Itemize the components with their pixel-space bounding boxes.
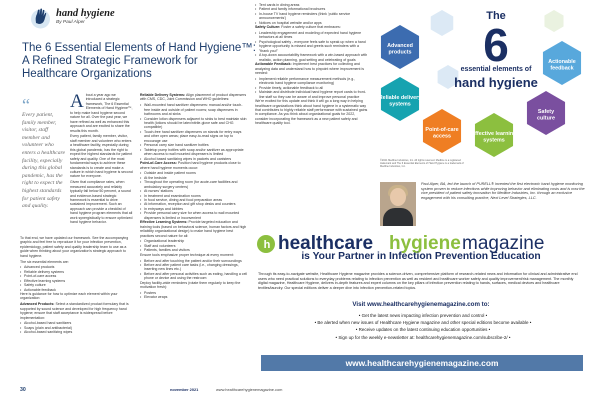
logo-hygiene: hygiene xyxy=(389,233,461,254)
list-item: • In-house TV hand hygiene reminders (think 'public service announcements') xyxy=(255,12,368,21)
moments-list xyxy=(140,259,248,281)
article-title-line2: A Refined Strategic Framework for xyxy=(22,55,198,68)
logo-healthcare: healthcare xyxy=(278,233,374,254)
learning-systems-paragraph: Effective Learning Systems: Provide targeted education and training tools (based on behavioral science, human factors and high reliability organizational design) to make hand hygiene best practices second nature for all: xyxy=(140,220,247,238)
ad-benefits-list xyxy=(262,312,584,341)
point-of-care-list xyxy=(140,171,248,220)
list-item: • Before and after patient care tasks (i.e., changing dressings, inserting new lines etc.) xyxy=(140,263,248,272)
ad-visit-heading: Visit www.healthcarehygienemagazine.com to: xyxy=(352,301,490,308)
author-photo xyxy=(380,182,416,226)
list-item: • Receive updates on the latest continuing education opportunities • xyxy=(355,327,491,333)
intro-paragraph-3: Given that compliance rates, when measured accurately and reliably typically fall below 50 percent, a sound and evidence-based strategic framework is essential to drive sustained improvement. Such an approach can provide a checklist of hand hygiene program elements that all work synergistically to ensure optimized hand hygiene behavior. xyxy=(70,180,133,225)
list-item: • In treatment and examination rooms xyxy=(140,194,248,198)
ad-url-banner[interactable]: www.healthcarehygienemagazine.com xyxy=(261,355,583,371)
list-item: • Posters xyxy=(140,291,248,295)
graphic-essential: essential elements of xyxy=(460,66,532,73)
list-item: • Throughout the operating room (for acute-care facilities and ambulatory surgery centers) xyxy=(140,180,248,189)
element-label: Reliable delivery xyxy=(378,94,422,101)
list-item: • Personal carry size hand sanitizer bottles xyxy=(140,143,248,147)
footer-website[interactable]: www.healthcarehygienemagazine.com xyxy=(216,387,283,392)
element-label: Safety xyxy=(537,108,555,115)
list-item: • Implement reliable performance measurement methods (e.g., electronic hand hygiene compliance monitoring) xyxy=(255,77,368,86)
safety-culture-list xyxy=(255,31,368,62)
list-item: • Tent cards in dining areas xyxy=(255,3,368,7)
intro-paragraph-1: About a year ago we introduced a strategic framework, The 6 Essential Elements of Hand Hygiene™, to help make hand hygiene second nature for all. Over the past year, we have refined as well as enhanced this approach and are excited to share the results this month. xyxy=(70,90,133,133)
list-item: • Patient and family informational brochures xyxy=(255,7,368,11)
advanced-products-paragraph: Advanced Products: Select a standardized product formulary that is supported by sound science and developed for high frequency hand hygiene; ensure that staff acceptance is widespread before implementation: xyxy=(20,302,129,320)
deploy-list xyxy=(140,291,248,300)
list-item: • A top-down accountability framework with a win-based approach with realistic, action planning, goal setting and celebrating of goals xyxy=(255,53,368,62)
graphic-six: 6 xyxy=(483,19,509,71)
list-item: • Notices on hospital website and/or apps xyxy=(255,21,368,25)
drop-cap: A xyxy=(70,90,84,112)
intro-paragraph-4: To that end, we have updated our framework. See the accompanying graphic and feel free to reproduce it for your infection prevention, epidemiology, patient safety and quality leadership team to use as a guide when thinking about your organization's strategic approach to hand hygiene. xyxy=(20,236,129,258)
intro-paragraph-2: Every patient, family member, visitor, staff member and volunteer who enters a healthcare facility, especially during this global pandemic, has the right to expect the highest standards for patient safety and quality. One of the most fundamental ways to achieve these standards is to create and make a culture in which hand hygiene is second nature for everyone. xyxy=(70,134,133,179)
list-item: • Elevator wraps xyxy=(140,295,248,299)
actionable-feedback-paragraph: Actionable Feedback: Implement best practices for collecting and analyzing data and understand how to pinpoint where improvement is needed: xyxy=(255,62,365,76)
article-title xyxy=(22,42,282,82)
list-item: • Be alerted when new issues of Healthcare Hygiene magazine and other special editions become available • xyxy=(314,320,532,326)
list-item: • Soaps (plain and antibacterial) xyxy=(20,326,133,330)
list-item: • Touch-free hand sanitizer dispensers on stands for entry ways and other open areas; place easy-to-read signs on top to encourage use xyxy=(140,130,248,143)
article-title-line3: Healthcare Organizations xyxy=(22,68,152,81)
list-item: • Alcohol based sanitizing wipes in packets and canisters xyxy=(140,157,248,161)
list-item: • Safety culture xyxy=(20,283,133,287)
element-label: products xyxy=(388,49,412,56)
closing-paragraph: We're excited for this update and think it will go a long way in helping healthcare organizations think about hand hygiene in a systematic way that contributes to highly reliable staff performance with sustained gains in compliance. As you think about organizational goals for 2022, consider incorporating the framework as a new patient safety and healthcare quality tool. xyxy=(255,99,368,126)
advanced-products-list xyxy=(20,321,133,334)
actionable-feedback-list xyxy=(255,77,368,99)
reliable-delivery-paragraph: Reliable Delivery Systems: Align placement of product dispensers with CMS, CDC, Joint Commission and WHO guidelines: xyxy=(140,93,247,102)
element-label: access xyxy=(433,133,451,140)
article-title-line1: The 6 Essential Elements of Hand Hygiene™: xyxy=(22,42,256,54)
list-item: • Before and after personal activities such as eating, handling a cell phone or device and using the restroom xyxy=(140,272,248,281)
list-item: • Consider lotion dispensers adjacent to sinks to best maintain skin health (lotions should be latex/nitrile-glove safe and CHG compatible) xyxy=(140,117,248,130)
list-item: • Wall-mounted hand sanitizer dispensers: manual and/or touch-free inside and outside of patient rooms; soap dispensers in bathrooms and at sinks xyxy=(140,103,248,116)
list-item: • Outside and inside patient rooms xyxy=(140,171,248,175)
list-item: • Organizational leadership xyxy=(140,239,248,243)
moments-intro: Ensure tools emphasize proper technique at every moment: xyxy=(140,252,234,257)
decorative-hexagon xyxy=(544,10,563,32)
element-label: feedback xyxy=(550,65,574,72)
page-number: 30 xyxy=(20,387,26,393)
six-elements-list xyxy=(20,265,133,292)
graphic-copyright: ©2021 Medline Industries, Inc. All rights reserved. Medline is a registered trademark and The 6 Essential Elements of Hand Hygiene is a trademark of Medline Industries, Inc. xyxy=(380,159,464,169)
list-item: • Maintain and distribute individual hand hygiene report cards to front-line staff so they can be aware of and improve personal practice xyxy=(255,90,368,99)
list-item: • Leadership engagement and modeling of expected hand hygiene behaviors at all times xyxy=(255,31,368,40)
list-item: • Point-of-care access xyxy=(20,274,133,278)
list-item: • Actionable feedback xyxy=(20,288,133,292)
list-item: • At information, reception and gift shop desks and counters xyxy=(140,202,248,206)
list-item: • In entryways and lobbies xyxy=(140,207,248,211)
ad-body: Through its easy-to-navigate website, Healthcare Hygiene magazine provides a science-driven, comprehensive platform of research-related news and information for clinical and administrative end users who need practical solutions to everyday problems relating to infection prevention as well as resident and healthcare worker safety and quality improvement/risk management. The monthly digital magazine, Healthcare Hygiene, delivers in-depth features and expert columns on the key pillars of infection prevention relating to hands, surfaces, medical devices and healthcare textiles/laundry. Our special editions deliver a deeper dive into infection prevention-related topics. xyxy=(258,272,578,290)
section-title: hand hygiene xyxy=(56,8,115,19)
list-item: • Patients, families and visitors xyxy=(140,248,248,252)
pull-quote: Every patient, family member, visitor, staff member and volunteer who enters a healthcare facility, especially during this global pandemic, has the right to expect the highest standards for patient safety and quality. xyxy=(22,112,65,210)
element-label: Actionable xyxy=(548,58,576,65)
issue-date: november 2021 xyxy=(170,387,199,392)
list-item: • At the bedside xyxy=(140,176,248,180)
element-label: Point-of-care xyxy=(425,126,459,133)
svg-text:h: h xyxy=(263,239,271,251)
body-column-2 xyxy=(140,93,248,300)
six-elements-graphic xyxy=(376,3,588,163)
list-item: • At nurses' stations xyxy=(140,189,248,193)
decorative-hexagon xyxy=(431,10,454,36)
graphic-hand-hygiene: hand hygiene xyxy=(454,75,538,90)
six-elements-intro: The six essential elements are: xyxy=(20,259,69,264)
guidance-intro: Here is guidance for how to optimize each element within your organization: xyxy=(20,292,118,301)
element-label: culture xyxy=(537,115,555,122)
list-item: • Sign up for the weekly e-newsletter at: healthcarehygienemagazine.com/subscribe-2/ • xyxy=(335,334,511,340)
list-item: • Tabletop pump bottles with soap and/or sanitizer as appropriate when access to wall mounted dispensers is limited xyxy=(140,148,248,157)
list-item: • Provide timely, actionable feedback to all xyxy=(255,86,368,90)
body-column-1-lower xyxy=(20,236,133,335)
ad-tagline: is Your Partner in Infection Prevention Education xyxy=(301,251,541,262)
element-label: systems xyxy=(389,101,411,108)
point-of-care-paragraph: Point-of-Care Access: Position hand hygiene products close to where hand hygiene moments occur: xyxy=(140,161,241,170)
deploy-list-continued xyxy=(255,3,368,25)
list-item: • Alcohol-based hand sanitizers xyxy=(20,321,133,325)
list-item: • Reliable delivery systems xyxy=(20,270,133,274)
body-column-1 xyxy=(70,90,133,226)
learning-systems-list xyxy=(140,239,248,252)
body-column-3 xyxy=(255,3,368,127)
element-label: Effective learning xyxy=(471,130,517,137)
list-item: • Alcohol-based sanitizing wipes xyxy=(20,330,133,334)
list-item: • Get the latest news impacting infection prevention and control • xyxy=(358,313,488,318)
deploy-intro: Deploy facility-wide reminders (rotate them regularly to keep the motivation fresh): xyxy=(140,280,241,290)
pull-quote-mark: “ xyxy=(22,95,30,115)
safety-culture-paragraph: Safety Culture: Foster a safety culture that embraces: xyxy=(255,25,341,30)
list-item: • Advanced products xyxy=(20,265,133,269)
list-item: • Provide personal carry size for when access to wall mounted dispensers is limited or inconvenient xyxy=(140,211,248,220)
element-label: Advanced xyxy=(387,42,413,49)
graphic-the: The xyxy=(486,10,506,22)
list-item: • Psychological safety - everyone feels safe to speak up when a hand hygiene opportunity is missed and greets such reminders with a "thank you!" xyxy=(255,40,368,53)
hand-hygiene-icon xyxy=(30,5,51,29)
list-item: • In food service, dining and food preparation areas xyxy=(140,198,248,202)
author-byline: By Paul Alper xyxy=(56,20,85,25)
author-bio: Paul Alper, BA, led the launch of PURELL® invented the first electronic hand hygiene monitoring system proven to reduce infections while improving behavior and eliminating costs and is now the vice president of patient safety innovation for Medline Industries, Inc. through an exclusive engagement with his consulting practice, Next Level Strategies, LLC. xyxy=(421,182,585,201)
list-item: • Before and after touching the patient and/or their surroundings xyxy=(140,259,248,263)
list-item: • Effective learning systems xyxy=(20,279,133,283)
logo-magazine: magazine xyxy=(462,233,545,254)
reliable-delivery-list xyxy=(140,103,248,161)
element-label: systems xyxy=(483,137,505,144)
list-item: • Staff and volunteers xyxy=(140,244,248,248)
